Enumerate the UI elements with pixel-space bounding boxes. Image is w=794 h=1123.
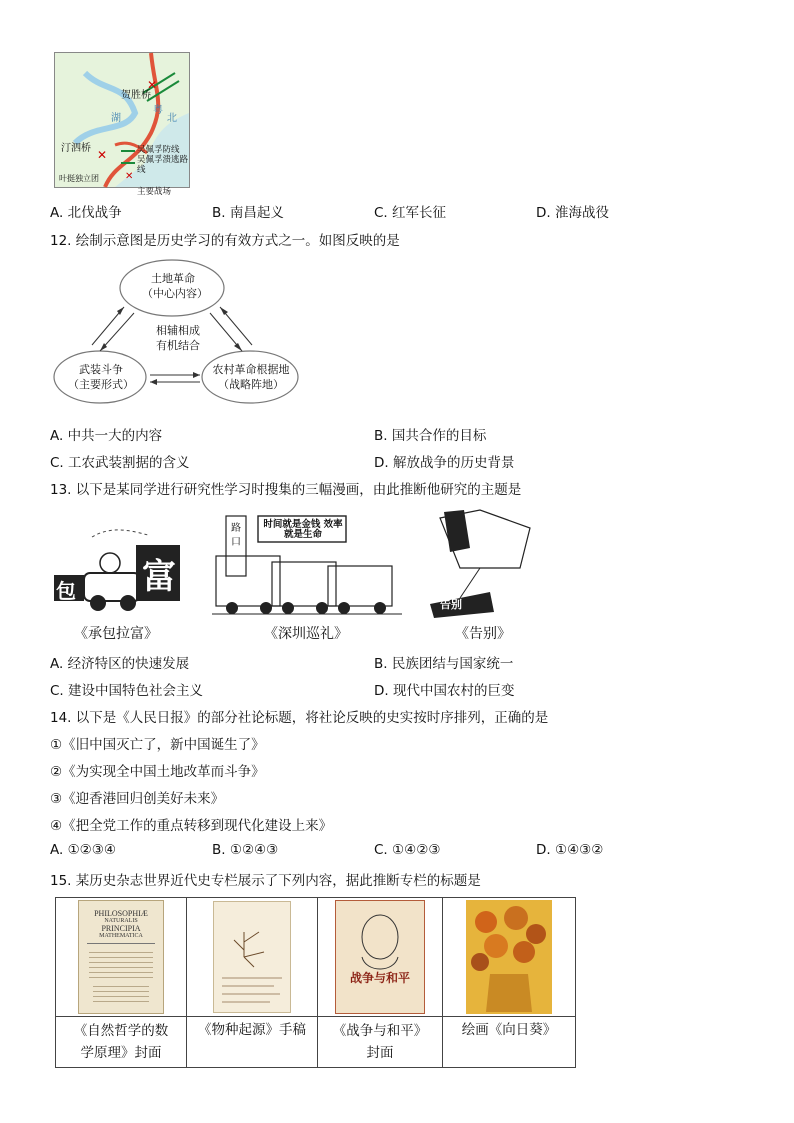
q13-stem: 13. 以下是某同学进行研究性学习时搜集的三幅漫画，由此推断他研究的主题是 [50, 482, 522, 498]
q14-stem: 14. 以下是《人民日报》的部分社论标题，将社论反映的史实按时序排列，正确的是 [50, 710, 549, 726]
cartoon-caption-2: 《深圳巡礼》 [264, 626, 348, 642]
q11-option-b[interactable]: B. 南昌起义 [212, 205, 284, 221]
q13-option-b[interactable]: B. 民族团结与国家统一 [374, 656, 514, 672]
map-label-hu: 湖 [111, 113, 121, 124]
map-label-bei: 北 [167, 113, 177, 124]
cartoon-chengbao [52, 515, 184, 615]
q15-cell-origin [187, 898, 318, 1017]
caption-line: 《物种起源》手稿 [198, 1022, 306, 1038]
cartoon-text-fu: 富 [142, 557, 176, 597]
cover-text: PRINCIPIA [101, 924, 141, 933]
cartoon-gate: 路口 [231, 523, 241, 548]
q15-cell-sunflowers [443, 898, 576, 1017]
diagram-text: 农村革命根据地 [212, 363, 290, 376]
diagram-text: （中心内容） [142, 287, 208, 300]
q15-caption-4 [443, 1017, 576, 1068]
origin-manuscript [213, 901, 291, 1013]
portrait-icon [336, 901, 424, 1013]
q11-option-c[interactable]: C. 红军长征 [374, 205, 447, 221]
diagram-text: 相辅相成 [156, 324, 200, 337]
q15-stem: 15. 某历史杂志世界近代史专栏展示了下列内容，据此推断专栏的标题是 [50, 873, 481, 889]
q12-option-b[interactable]: B. 国共合作的目标 [374, 428, 487, 444]
diagram-text: 武装斗争 [79, 363, 123, 376]
q13-option-a[interactable]: A. 经济特区的快速发展 [50, 656, 190, 672]
map-label-yue: 粤 [153, 105, 163, 116]
svg-text:✕: ✕ [125, 171, 134, 182]
legend-item: 吴佩孚溃逃路线 [137, 155, 189, 175]
principia-cover [78, 900, 164, 1014]
q14-item-1: ①《旧中国灭亡了，新中国诞生了》 [50, 737, 265, 753]
svg-text:✕: ✕ [97, 148, 108, 162]
cartoon-caption-3: 《告别》 [455, 626, 511, 642]
svg-text:✕: ✕ [147, 78, 158, 92]
diagram-node-right [204, 362, 298, 392]
cover-text: MATHEMATICA [99, 933, 143, 939]
cartoon-text-gaobie: 告别 [440, 598, 462, 611]
diagram-text: 有机结合 [156, 339, 200, 352]
map-label-yeting: 叶挺独立团 [59, 174, 99, 183]
q15-caption-1 [56, 1017, 187, 1068]
q15-caption-2 [187, 1017, 318, 1068]
cartoon-graphic [420, 508, 540, 620]
cartoon-shenzhen [212, 512, 402, 616]
diagram-node-top [142, 271, 208, 301]
warpeace-title: 战争与和平 [349, 971, 410, 985]
q13-option-d[interactable]: D. 现代中国农村的巨变 [374, 683, 515, 699]
q13-option-c[interactable]: C. 建设中国特色社会主义 [50, 683, 204, 699]
diagram-text: 土地革命 [151, 272, 195, 285]
diagram-node-left [66, 362, 136, 392]
q11-option-d[interactable]: D. 淮海战役 [536, 205, 609, 221]
q14-option-b[interactable]: B. ①②④③ [212, 842, 279, 858]
cover-text: NATURALIS [104, 918, 138, 924]
cover-text: PHILOSOPHIÆ [94, 909, 148, 918]
q15-cell-warpeace [318, 898, 443, 1017]
q12-stem: 12. 绘制示意图是历史学习的有效方式之一。如图反映的是 [50, 233, 400, 249]
q12-option-a[interactable]: A. 中共一大的内容 [50, 428, 163, 444]
q14-option-a[interactable]: A. ①②③④ [50, 842, 116, 858]
map-label-hesheng: 贺胜桥 [121, 90, 151, 101]
diagram-text: （主要形式） [68, 378, 134, 391]
caption-line: 绘画《向日葵》 [461, 1022, 557, 1038]
diagram-text: （战略阵地） [218, 378, 284, 391]
q14-option-d[interactable]: D. ①④③② [536, 842, 604, 858]
q15-table [55, 897, 576, 1068]
map-legend [137, 145, 189, 197]
q14-option-c[interactable]: C. ①④②③ [374, 842, 441, 858]
caption-line: 《战争与和平》 [332, 1023, 428, 1039]
q12-diagram [52, 255, 302, 415]
sunflowers-painting [466, 900, 552, 1014]
caption-line: 学原理》封面 [80, 1045, 162, 1061]
caption-line: 封面 [366, 1045, 394, 1061]
cartoon-text-bao: 包 [56, 579, 76, 603]
q15-cell-principia [56, 898, 187, 1017]
q14-item-3: ③《迎香港回归创美好未来》 [50, 791, 225, 807]
q12-option-d[interactable]: D. 解放战争的历史背景 [374, 455, 515, 471]
diagram-center [148, 323, 208, 353]
q12-option-c[interactable]: C. 工农武装割据的含义 [50, 455, 190, 471]
caption-line: 《自然哲学的数 [73, 1023, 169, 1039]
q14-item-4: ④《把全党工作的重点转移到现代化建设上来》 [50, 818, 333, 834]
cartoon-sign: 时间就是金钱 效率就是生命 [263, 519, 343, 540]
legend-item: 吴佩孚防线 [137, 145, 180, 155]
warpeace-cover [335, 900, 425, 1014]
legend-item: 主要战场 [137, 187, 172, 197]
cartoon-gaobie [420, 508, 540, 620]
sunflower-icon [466, 900, 552, 1014]
q11-option-a[interactable]: A. 北伐战争 [50, 205, 122, 221]
q11-map [54, 52, 190, 197]
cartoon-caption-1: 《承包拉富》 [74, 626, 158, 642]
map-label-tingsi: 汀泗桥 [61, 143, 91, 154]
q15-caption-3 [318, 1017, 443, 1068]
q14-item-2: ②《为实现全中国土地改革而斗争》 [50, 764, 265, 780]
tree-sketch-icon [214, 902, 290, 1012]
